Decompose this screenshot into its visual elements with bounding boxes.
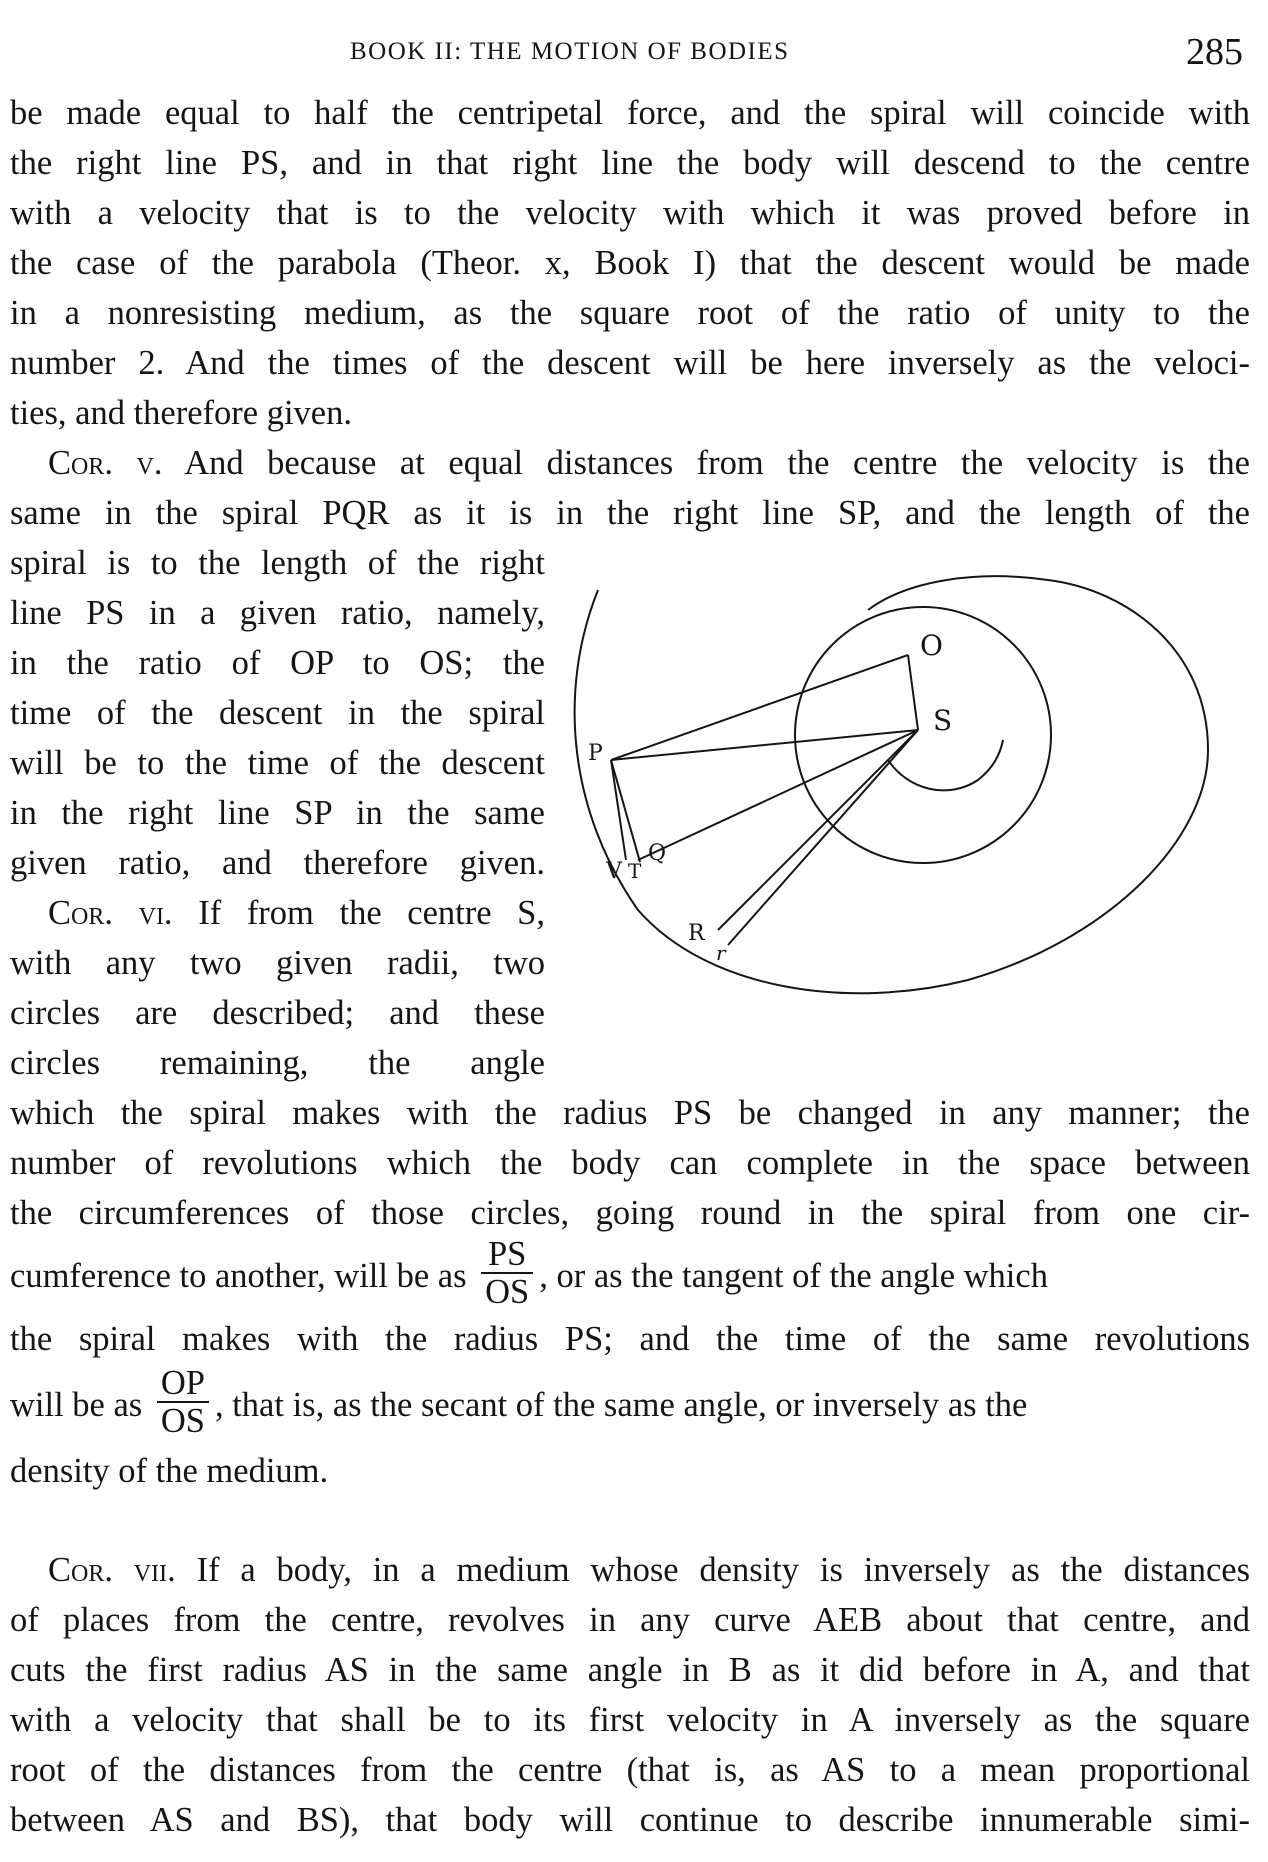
- text-line-with-fraction: cumference to another, will be as $\frac{PS}{OS}$ , or as the tangent of the angle which: [10, 1235, 1048, 1312]
- text-line: ties, and therefore given.: [10, 394, 352, 432]
- page-number: 285: [1186, 31, 1243, 73]
- text-line: between AS and BS), that body will continue to describe innumerable simi-: [10, 1801, 1250, 1839]
- text-line: line PS in a given ratio, namely,: [10, 594, 545, 632]
- line-Q-S: [638, 730, 918, 860]
- text-line: Cor. v. And because at equal distances from the centre the velocity is the: [48, 444, 1251, 482]
- fraction-ps-os: $\frac{PS}{OS}$: [481, 1236, 533, 1310]
- spiral-figure: [548, 570, 1248, 1000]
- text-line: number 2. And the times of the descent will be here inversely as the veloci-: [10, 344, 1250, 382]
- text-line: number of revolutions which the body can complete in the space between: [10, 1144, 1250, 1182]
- text-line: circles are described; and these: [10, 994, 545, 1032]
- label-Q: Q: [648, 841, 667, 866]
- line-R-S: [718, 730, 918, 930]
- text-line: of places from the centre, revolves in any curve AEB about that centre, and: [10, 1601, 1250, 1639]
- text-line: in a nonresisting medium, as the square root of the ratio of unity to the: [10, 294, 1250, 332]
- text-line: Cor. vii. If a body, in a medium whose density is inversely as the distances: [48, 1551, 1250, 1589]
- corollary-label: Cor. v.: [48, 444, 163, 482]
- running-head: BOOK II: THE MOTION OF BODIES: [350, 38, 790, 65]
- line-P-S: [611, 730, 918, 760]
- text-line: the spiral makes with the radius PS; and the time of the same revolutions: [10, 1320, 1250, 1358]
- text-line: cuts the first radius AS in the same angle in B as it did before in A, and that: [10, 1651, 1250, 1689]
- text-line: root of the distances from the centre (that is, as AS to a mean proportional: [10, 1751, 1250, 1789]
- text-line: be made equal to half the centripetal force, and the spiral will coincide with: [10, 94, 1250, 132]
- text-line: with a velocity that shall be to its first velocity in A inversely as the square: [10, 1701, 1250, 1739]
- fraction-op-os: $\frac{OP}{OS}$: [157, 1365, 209, 1439]
- text-line: the circumferences of those circles, going round in the spiral from one cir-: [10, 1194, 1250, 1232]
- page-header: [0, 30, 1268, 80]
- line-r-S: [728, 730, 918, 945]
- text-line: which the spiral makes with the radius PS be changed in any manner; the: [10, 1094, 1250, 1132]
- text-line: time of the descent in the spiral: [10, 694, 545, 732]
- corollary-label: Cor. vii.: [48, 1551, 176, 1589]
- line-P-O: [611, 655, 908, 760]
- spiral-arc: [575, 576, 1208, 993]
- spiral-diagram: [548, 570, 1248, 1000]
- text-line: the case of the parabola (Theor. x, Book I) that the descent would be made: [10, 244, 1250, 282]
- text-line: given ratio, and therefore given.: [10, 844, 545, 882]
- text-line: with any two given radii, two: [10, 944, 545, 982]
- text-line: circles remaining, the angle: [10, 1044, 545, 1082]
- label-r: r: [716, 941, 726, 965]
- text-line: Cor. vi. If from the centre S,: [48, 894, 545, 932]
- label-T: T: [628, 859, 642, 883]
- label-S: S: [933, 704, 953, 737]
- text-line: the right line PS, and in that right line the body will descend to the centre: [10, 144, 1250, 182]
- text-line: spiral is to the length of the right: [10, 544, 545, 582]
- line-P-T: [611, 760, 640, 862]
- label-V: V: [606, 859, 622, 884]
- paragraph-continuation: [10, 88, 1250, 438]
- small-spiral: [888, 740, 1003, 790]
- text-line: same in the spiral PQR as it is in the right line SP, and the length of the: [10, 494, 1250, 532]
- text-line: with a velocity that is to the velocity with which it was proved before in: [10, 194, 1250, 232]
- corollary-label: Cor. vi.: [48, 894, 173, 932]
- label-R: R: [688, 921, 705, 946]
- corollary-7: [10, 1545, 1250, 1845]
- text-line-with-fraction: will be as $\frac{OP}{OS}$ , that is, as the secant of the same angle, or inversely as the: [10, 1364, 1028, 1441]
- text-line: will be to the time of the descent: [10, 744, 545, 782]
- line-P-V: [611, 760, 626, 860]
- label-O: O: [920, 629, 943, 662]
- text-line: in the ratio of OP to OS; the: [10, 644, 545, 682]
- label-P: P: [588, 741, 603, 766]
- text-line: in the right line SP in the same: [10, 794, 545, 832]
- line-O-S: [908, 655, 918, 730]
- text-line: density of the medium.: [10, 1452, 329, 1490]
